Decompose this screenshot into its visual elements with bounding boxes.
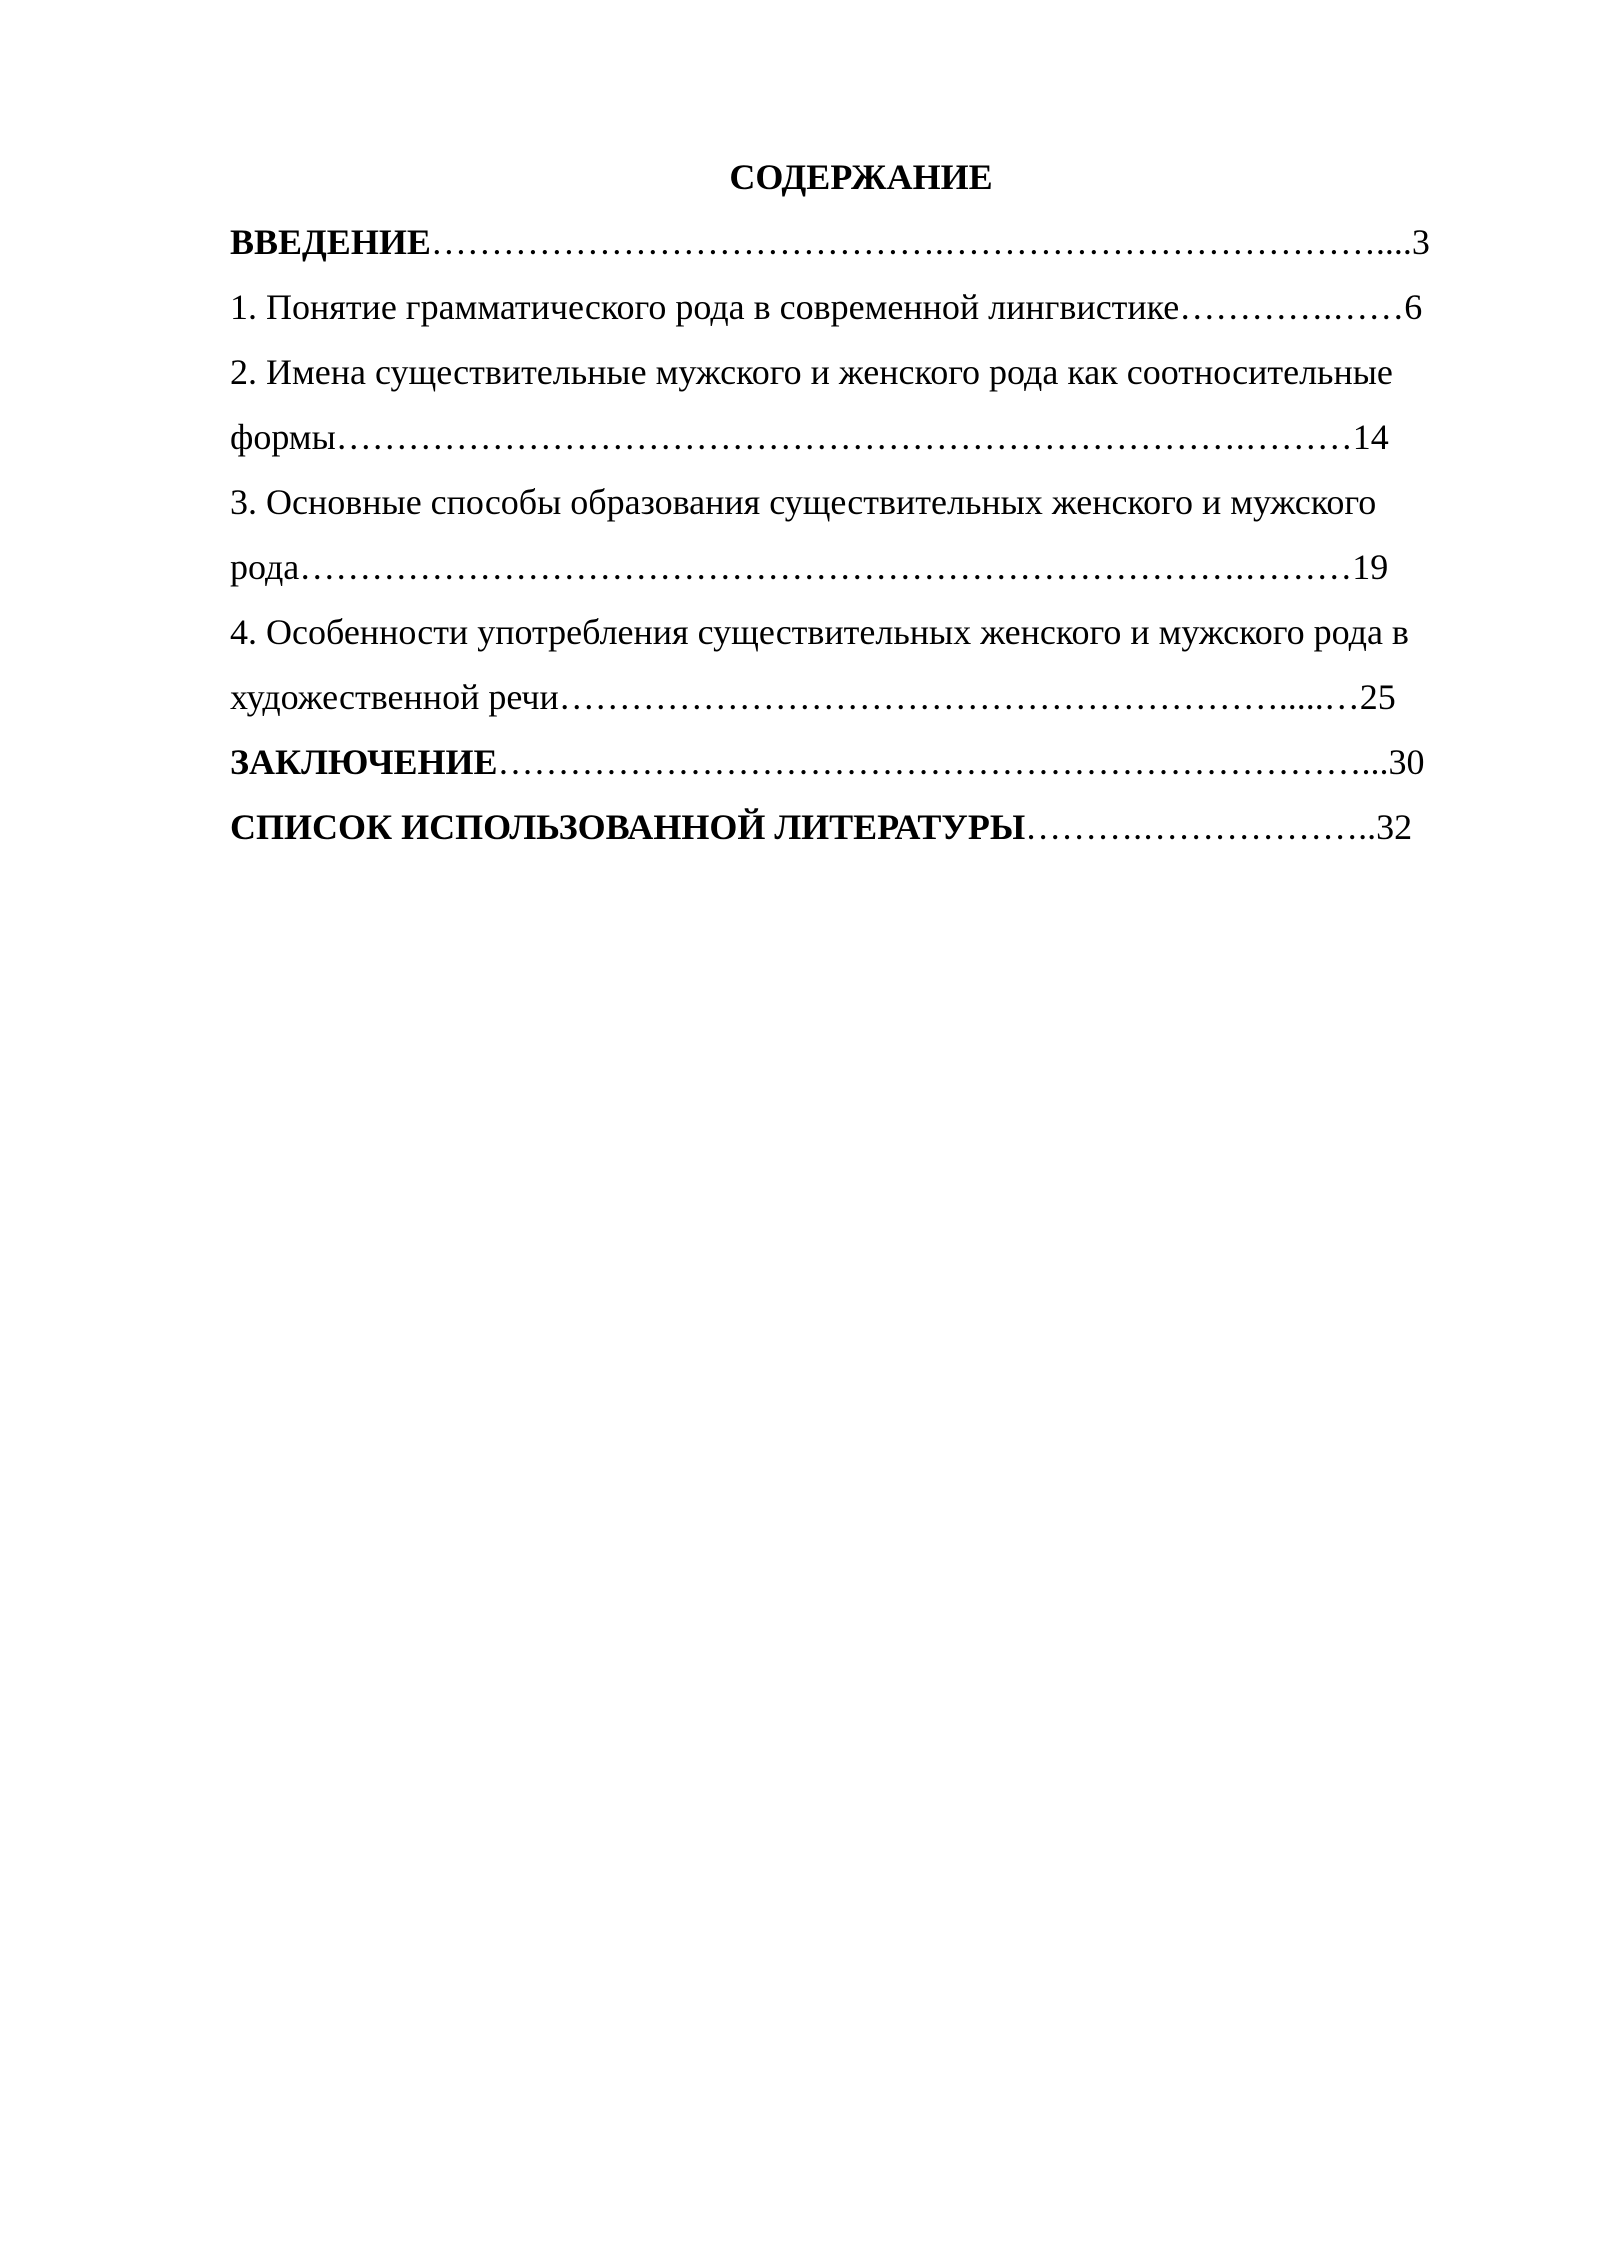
- toc-entry-text: СПИСОК ИСПОЛЬЗОВАННОЙ ЛИТЕРАТУРЫ: [230, 807, 1026, 847]
- toc-entry-leader: ………………………………………………………………...: [497, 742, 1389, 782]
- toc-entry-leader: …………………………………….………………………………....: [430, 222, 1412, 262]
- toc-entry-text: 1. Понятие грамматического рода в современной лингвистике: [230, 287, 1180, 327]
- toc-list: [230, 210, 1492, 860]
- toc-entry-page: 6: [1404, 287, 1423, 327]
- toc-entry-chapter-3-line-1: [230, 470, 1492, 535]
- toc-entry-page: 19: [1352, 547, 1389, 587]
- toc-entry-page: 25: [1359, 677, 1396, 717]
- toc-entry-leader: …………………………………………………….....…: [558, 677, 1360, 717]
- toc-entry-chapter-4-line-1: [230, 600, 1492, 665]
- toc-entry-chapter-2-line-1: [230, 340, 1492, 405]
- toc-entry-page: 32: [1376, 807, 1413, 847]
- toc-entry-introduction: [230, 210, 1492, 275]
- toc-entry-leader: ……….………………..: [1025, 807, 1377, 847]
- toc-entry-text: художественной речи: [230, 677, 559, 717]
- toc-entry-text: рода: [230, 547, 300, 587]
- toc-entry-page: 3: [1411, 222, 1430, 262]
- toc-entry-references: [230, 795, 1492, 860]
- toc-entry-text: формы: [230, 417, 336, 457]
- toc-entry-chapter-4-line-2: [230, 665, 1492, 730]
- toc-entry-leader: …………………………………………………………………….………: [299, 547, 1353, 587]
- toc-entry-leader: ………….……: [1179, 287, 1405, 327]
- toc-entry-chapter-1: [230, 275, 1492, 340]
- toc-entry-text: ВВЕДЕНИЕ: [230, 222, 431, 262]
- toc-entry-text: 2. Имена существительные мужского и женского рода как соотносительные: [230, 352, 1393, 392]
- toc-entry-text: 3. Основные способы образования существительных женского и мужского: [230, 482, 1377, 522]
- toc-entry-text: ЗАКЛЮЧЕНИЕ: [230, 742, 498, 782]
- toc-entry-text: 4. Особенности употребления существительных женского и мужского рода в: [230, 612, 1409, 652]
- toc-entry-chapter-3-line-2: [230, 535, 1492, 600]
- toc-entry-conclusion: [230, 730, 1492, 795]
- toc-entry-page: 14: [1352, 417, 1389, 457]
- toc-title: СОДЕРЖАНИЕ: [729, 157, 993, 197]
- toc-entry-leader: ………………………………………………………………….………: [335, 417, 1353, 457]
- toc-entry-chapter-2-line-2: [230, 405, 1492, 470]
- toc-entry-page: 30: [1388, 742, 1425, 782]
